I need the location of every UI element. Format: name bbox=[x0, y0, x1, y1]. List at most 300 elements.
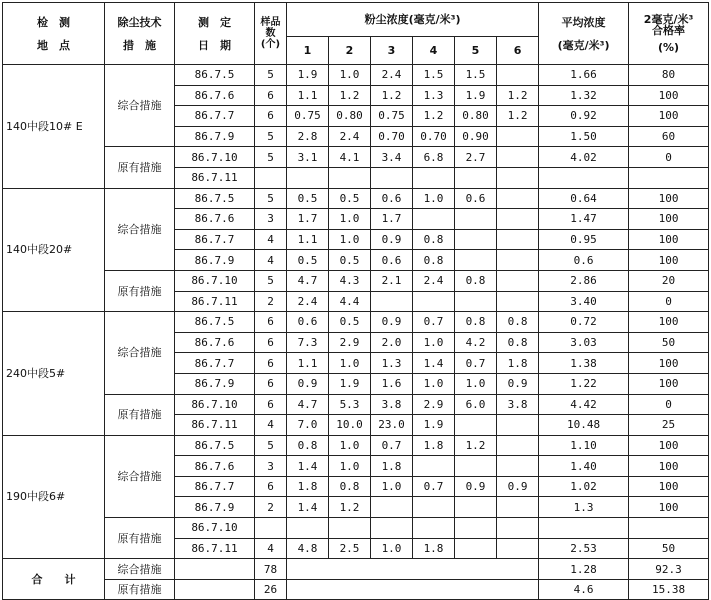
pass-rate-cell: 100 bbox=[629, 85, 709, 106]
concentration-cell: 0.80 bbox=[329, 106, 371, 127]
pass-rate-cell: 100 bbox=[629, 106, 709, 127]
concentration-cell: 1.2 bbox=[371, 85, 413, 106]
pass-rate-cell: 100 bbox=[629, 229, 709, 250]
concentration-cell bbox=[413, 456, 455, 477]
pass-rate-cell: 92.3 bbox=[629, 559, 709, 580]
header-average bbox=[539, 3, 629, 65]
concentration-cell bbox=[497, 167, 539, 188]
samples-cell: 6 bbox=[255, 85, 287, 106]
pass-rate-cell: 80 bbox=[629, 65, 709, 86]
concentration-cell: 1.7 bbox=[371, 209, 413, 230]
concentration-cell bbox=[287, 167, 329, 188]
measure-cell: 原有措施 bbox=[105, 147, 175, 188]
samples-cell: 5 bbox=[255, 147, 287, 168]
concentration-cell: 1.0 bbox=[413, 188, 455, 209]
date-cell: 86.7.10 bbox=[175, 394, 255, 415]
concentration-cell: 3.8 bbox=[497, 394, 539, 415]
average-cell: 1.10 bbox=[539, 435, 629, 456]
concentration-cell: 0.9 bbox=[497, 476, 539, 497]
measure-cell: 原有措施 bbox=[105, 579, 175, 600]
date-cell: 86.7.5 bbox=[175, 435, 255, 456]
concentration-cell bbox=[455, 456, 497, 477]
header-measure-line2: 措 施 bbox=[123, 38, 156, 52]
header-location-line2: 地 点 bbox=[37, 38, 70, 52]
header-measure bbox=[105, 3, 175, 65]
concentration-cell bbox=[455, 518, 497, 539]
date-cell: 86.7.9 bbox=[175, 250, 255, 271]
concentration-cell: 4.8 bbox=[287, 538, 329, 559]
average-cell: 1.22 bbox=[539, 373, 629, 394]
concentration-cell bbox=[455, 415, 497, 436]
concentration-cell: 1.8 bbox=[497, 353, 539, 374]
concentration-cell: 1.1 bbox=[287, 229, 329, 250]
table-row bbox=[3, 518, 709, 539]
samples-cell: 5 bbox=[255, 188, 287, 209]
table-row bbox=[3, 270, 709, 291]
average-cell: 1.47 bbox=[539, 209, 629, 230]
samples-cell: 5 bbox=[255, 270, 287, 291]
concentration-cell bbox=[497, 456, 539, 477]
concentration-cell: 0.8 bbox=[413, 229, 455, 250]
concentration-cell: 4.4 bbox=[329, 291, 371, 312]
pass-rate-cell: 0 bbox=[629, 147, 709, 168]
concentration-cell: 1.9 bbox=[287, 65, 329, 86]
average-cell: 1.32 bbox=[539, 85, 629, 106]
samples-cell: 4 bbox=[255, 250, 287, 271]
pass-rate-cell: 100 bbox=[629, 312, 709, 333]
concentration-cell: 2.4 bbox=[287, 291, 329, 312]
concentration-cell: 0.6 bbox=[371, 250, 413, 271]
header-date bbox=[175, 3, 255, 65]
pass-rate-cell: 100 bbox=[629, 373, 709, 394]
average-cell: 1.3 bbox=[539, 497, 629, 518]
measure-cell: 综合措施 bbox=[105, 559, 175, 580]
pass-rate-cell: 20 bbox=[629, 270, 709, 291]
concentration-cell bbox=[413, 209, 455, 230]
concentration-cell: 4.1 bbox=[329, 147, 371, 168]
header-average-line2: (毫克/米³) bbox=[557, 38, 610, 52]
header-col-6: 6 bbox=[497, 37, 539, 65]
concentration-cell: 2.5 bbox=[329, 538, 371, 559]
pass-rate-cell: 15.38 bbox=[629, 579, 709, 600]
pass-rate-cell: 25 bbox=[629, 415, 709, 436]
samples-cell: 6 bbox=[255, 476, 287, 497]
concentration-cell bbox=[497, 147, 539, 168]
concentration-cell: 1.7 bbox=[287, 209, 329, 230]
concentration-cell bbox=[287, 518, 329, 539]
header-col-5: 5 bbox=[455, 37, 497, 65]
concentration-cell: 1.9 bbox=[455, 85, 497, 106]
concentration-cell bbox=[455, 497, 497, 518]
pass-rate-cell: 0 bbox=[629, 291, 709, 312]
measure-cell: 综合措施 bbox=[105, 65, 175, 147]
concentration-cell bbox=[497, 415, 539, 436]
date-cell: 86.7.9 bbox=[175, 497, 255, 518]
average-cell: 4.6 bbox=[539, 579, 629, 600]
pass-rate-cell: 60 bbox=[629, 126, 709, 147]
samples-cell: 5 bbox=[255, 126, 287, 147]
samples-cell: 2 bbox=[255, 291, 287, 312]
concentration-cell: 1.2 bbox=[329, 85, 371, 106]
concentration-cell: 1.4 bbox=[287, 497, 329, 518]
date-cell: 86.7.11 bbox=[175, 291, 255, 312]
pass-rate-cell: 50 bbox=[629, 332, 709, 353]
concentration-cell: 1.2 bbox=[455, 435, 497, 456]
concentration-cell bbox=[329, 518, 371, 539]
total-row bbox=[3, 559, 709, 580]
concentration-cell bbox=[497, 291, 539, 312]
samples-cell: 4 bbox=[255, 415, 287, 436]
concentration-cell bbox=[497, 518, 539, 539]
samples-cell: 2 bbox=[255, 497, 287, 518]
concentration-cell: 0.9 bbox=[497, 373, 539, 394]
location-cell: 190中段6# bbox=[3, 435, 105, 559]
concentration-cell: 0.8 bbox=[329, 476, 371, 497]
date-cell bbox=[175, 559, 255, 580]
date-cell: 86.7.6 bbox=[175, 332, 255, 353]
concentration-cell: 0.5 bbox=[287, 250, 329, 271]
concentration-cell: 5.3 bbox=[329, 394, 371, 415]
concentration-cell: 0.7 bbox=[371, 435, 413, 456]
location-cell: 140中段10# E bbox=[3, 65, 105, 189]
average-cell: 1.50 bbox=[539, 126, 629, 147]
pass-rate-cell: 100 bbox=[629, 209, 709, 230]
dust-concentration-table bbox=[2, 2, 709, 600]
header-col-4: 4 bbox=[413, 37, 455, 65]
concentration-cell: 6.0 bbox=[455, 394, 497, 415]
concentration-cell bbox=[455, 229, 497, 250]
header-concentration: 粉尘浓度(毫克/米³) bbox=[287, 3, 539, 37]
concentration-cell: 1.3 bbox=[413, 85, 455, 106]
concentration-cell bbox=[455, 167, 497, 188]
concentration-cell: 0.5 bbox=[329, 188, 371, 209]
average-cell: 0.6 bbox=[539, 250, 629, 271]
header-pass-line1: 2毫克/米³ bbox=[643, 13, 694, 26]
concentration-cell: 1.0 bbox=[371, 538, 413, 559]
concentration-cell: 1.2 bbox=[413, 106, 455, 127]
samples-cell: 6 bbox=[255, 312, 287, 333]
date-cell: 86.7.5 bbox=[175, 312, 255, 333]
header-samples bbox=[255, 3, 287, 65]
samples-cell: 6 bbox=[255, 373, 287, 394]
concentration-cell bbox=[413, 497, 455, 518]
average-cell: 2.53 bbox=[539, 538, 629, 559]
concentration-cell: 0.8 bbox=[497, 312, 539, 333]
concentration-cell: 0.9 bbox=[287, 373, 329, 394]
average-cell: 4.02 bbox=[539, 147, 629, 168]
concentration-blank-cell bbox=[287, 579, 539, 600]
table-row bbox=[3, 394, 709, 415]
concentration-cell: 0.75 bbox=[287, 106, 329, 127]
concentration-cell: 0.8 bbox=[413, 250, 455, 271]
date-cell: 86.7.10 bbox=[175, 147, 255, 168]
measure-cell: 综合措施 bbox=[105, 188, 175, 270]
concentration-cell: 0.90 bbox=[455, 126, 497, 147]
concentration-cell: 1.0 bbox=[329, 229, 371, 250]
average-cell: 3.03 bbox=[539, 332, 629, 353]
average-cell: 3.40 bbox=[539, 291, 629, 312]
concentration-cell: 2.9 bbox=[413, 394, 455, 415]
average-cell: 4.42 bbox=[539, 394, 629, 415]
date-cell bbox=[175, 579, 255, 600]
pass-rate-cell: 0 bbox=[629, 394, 709, 415]
concentration-cell: 1.8 bbox=[371, 456, 413, 477]
concentration-cell: 1.4 bbox=[287, 456, 329, 477]
concentration-cell bbox=[371, 291, 413, 312]
samples-cell: 5 bbox=[255, 435, 287, 456]
concentration-cell: 10.0 bbox=[329, 415, 371, 436]
concentration-cell bbox=[371, 497, 413, 518]
average-cell: 0.92 bbox=[539, 106, 629, 127]
concentration-cell: 2.8 bbox=[287, 126, 329, 147]
concentration-cell: 6.8 bbox=[413, 147, 455, 168]
concentration-cell: 0.5 bbox=[329, 312, 371, 333]
measure-cell: 原有措施 bbox=[105, 394, 175, 435]
average-cell bbox=[539, 518, 629, 539]
concentration-cell bbox=[413, 167, 455, 188]
table-body bbox=[3, 65, 709, 600]
concentration-cell: 1.2 bbox=[497, 85, 539, 106]
concentration-cell: 1.9 bbox=[413, 415, 455, 436]
concentration-cell bbox=[455, 538, 497, 559]
header-date-line1: 测 定 bbox=[198, 15, 231, 29]
concentration-cell: 4.2 bbox=[455, 332, 497, 353]
concentration-cell: 1.0 bbox=[413, 373, 455, 394]
date-cell: 86.7.11 bbox=[175, 415, 255, 436]
measure-cell: 综合措施 bbox=[105, 435, 175, 517]
header-location bbox=[3, 3, 105, 65]
date-cell: 86.7.6 bbox=[175, 85, 255, 106]
concentration-cell: 7.3 bbox=[287, 332, 329, 353]
samples-cell: 5 bbox=[255, 65, 287, 86]
concentration-cell: 2.4 bbox=[329, 126, 371, 147]
concentration-cell: 1.6 bbox=[371, 373, 413, 394]
concentration-cell: 0.7 bbox=[413, 312, 455, 333]
date-cell: 86.7.5 bbox=[175, 188, 255, 209]
concentration-cell bbox=[497, 209, 539, 230]
concentration-cell bbox=[497, 435, 539, 456]
average-cell bbox=[539, 167, 629, 188]
concentration-cell: 0.9 bbox=[371, 312, 413, 333]
concentration-cell: 0.6 bbox=[287, 312, 329, 333]
date-cell: 86.7.5 bbox=[175, 65, 255, 86]
concentration-cell: 23.0 bbox=[371, 415, 413, 436]
pass-rate-cell: 100 bbox=[629, 476, 709, 497]
samples-cell: 6 bbox=[255, 394, 287, 415]
concentration-cell: 1.2 bbox=[329, 497, 371, 518]
measure-cell: 综合措施 bbox=[105, 312, 175, 394]
pass-rate-cell bbox=[629, 518, 709, 539]
header-col-2: 2 bbox=[329, 37, 371, 65]
concentration-cell: 1.0 bbox=[413, 332, 455, 353]
concentration-cell: 0.70 bbox=[413, 126, 455, 147]
concentration-cell: 0.7 bbox=[455, 353, 497, 374]
date-cell: 86.7.6 bbox=[175, 209, 255, 230]
average-cell: 2.86 bbox=[539, 270, 629, 291]
concentration-cell: 4.7 bbox=[287, 394, 329, 415]
concentration-cell: 1.0 bbox=[329, 456, 371, 477]
concentration-cell: 1.4 bbox=[413, 353, 455, 374]
concentration-cell: 1.0 bbox=[455, 373, 497, 394]
samples-cell bbox=[255, 518, 287, 539]
date-cell: 86.7.7 bbox=[175, 476, 255, 497]
concentration-cell: 2.4 bbox=[371, 65, 413, 86]
concentration-cell: 1.0 bbox=[329, 435, 371, 456]
concentration-cell: 2.4 bbox=[413, 270, 455, 291]
concentration-cell: 0.6 bbox=[371, 188, 413, 209]
location-cell: 240中段5# bbox=[3, 312, 105, 436]
samples-cell: 4 bbox=[255, 229, 287, 250]
date-cell: 86.7.9 bbox=[175, 373, 255, 394]
average-cell: 1.40 bbox=[539, 456, 629, 477]
pass-rate-cell bbox=[629, 167, 709, 188]
concentration-cell bbox=[497, 188, 539, 209]
concentration-cell bbox=[413, 291, 455, 312]
concentration-cell: 1.8 bbox=[413, 435, 455, 456]
header-date-line2: 日 期 bbox=[198, 38, 231, 52]
average-cell: 0.64 bbox=[539, 188, 629, 209]
header-col-1: 1 bbox=[287, 37, 329, 65]
header-samples-text: 样品数(个) bbox=[260, 17, 281, 50]
header-average-line1: 平均浓度 bbox=[561, 15, 606, 29]
header-pass-line2: 合格率 bbox=[652, 24, 686, 37]
concentration-cell: 1.0 bbox=[329, 353, 371, 374]
concentration-cell: 3.8 bbox=[371, 394, 413, 415]
concentration-cell bbox=[497, 270, 539, 291]
pass-rate-cell: 100 bbox=[629, 435, 709, 456]
pass-rate-cell: 100 bbox=[629, 188, 709, 209]
concentration-cell: 4.7 bbox=[287, 270, 329, 291]
concentration-cell bbox=[497, 497, 539, 518]
header-col-3: 3 bbox=[371, 37, 413, 65]
concentration-cell: 2.7 bbox=[455, 147, 497, 168]
average-cell: 1.38 bbox=[539, 353, 629, 374]
date-cell: 86.7.7 bbox=[175, 353, 255, 374]
concentration-cell: 0.5 bbox=[329, 250, 371, 271]
concentration-cell: 1.1 bbox=[287, 353, 329, 374]
concentration-cell: 0.75 bbox=[371, 106, 413, 127]
concentration-cell: 4.3 bbox=[329, 270, 371, 291]
concentration-cell bbox=[497, 229, 539, 250]
concentration-cell: 0.9 bbox=[455, 476, 497, 497]
table-row bbox=[3, 65, 709, 86]
average-cell: 1.02 bbox=[539, 476, 629, 497]
samples-cell: 6 bbox=[255, 332, 287, 353]
average-cell: 10.48 bbox=[539, 415, 629, 436]
samples-cell: 6 bbox=[255, 106, 287, 127]
samples-cell: 3 bbox=[255, 209, 287, 230]
concentration-cell: 1.8 bbox=[287, 476, 329, 497]
concentration-cell bbox=[371, 167, 413, 188]
concentration-cell: 0.6 bbox=[455, 188, 497, 209]
concentration-cell: 1.9 bbox=[329, 373, 371, 394]
samples-cell: 6 bbox=[255, 353, 287, 374]
concentration-cell bbox=[497, 65, 539, 86]
samples-cell: 3 bbox=[255, 456, 287, 477]
concentration-cell bbox=[455, 250, 497, 271]
pass-rate-cell: 100 bbox=[629, 250, 709, 271]
concentration-cell: 0.8 bbox=[497, 332, 539, 353]
concentration-blank-cell bbox=[287, 559, 539, 580]
concentration-cell bbox=[497, 538, 539, 559]
concentration-cell: 1.8 bbox=[413, 538, 455, 559]
table-row bbox=[3, 147, 709, 168]
concentration-cell: 1.0 bbox=[329, 65, 371, 86]
concentration-cell: 0.80 bbox=[455, 106, 497, 127]
location-cell: 140中段20# bbox=[3, 188, 105, 312]
concentration-cell bbox=[497, 126, 539, 147]
date-cell: 86.7.7 bbox=[175, 229, 255, 250]
measure-cell: 原有措施 bbox=[105, 270, 175, 311]
average-cell: 1.66 bbox=[539, 65, 629, 86]
total-label-cell: 合 计 bbox=[3, 559, 105, 600]
concentration-cell: 1.5 bbox=[413, 65, 455, 86]
pass-rate-cell: 100 bbox=[629, 497, 709, 518]
samples-cell bbox=[255, 167, 287, 188]
table-header bbox=[3, 3, 709, 65]
average-cell: 0.95 bbox=[539, 229, 629, 250]
concentration-cell: 7.0 bbox=[287, 415, 329, 436]
concentration-cell: 1.1 bbox=[287, 85, 329, 106]
samples-cell: 4 bbox=[255, 538, 287, 559]
concentration-cell bbox=[329, 167, 371, 188]
concentration-cell bbox=[455, 291, 497, 312]
date-cell: 86.7.10 bbox=[175, 518, 255, 539]
samples-cell: 78 bbox=[255, 559, 287, 580]
date-cell: 86.7.9 bbox=[175, 126, 255, 147]
concentration-cell: 1.0 bbox=[329, 209, 371, 230]
concentration-cell: 0.7 bbox=[413, 476, 455, 497]
concentration-cell bbox=[413, 518, 455, 539]
concentration-cell: 1.0 bbox=[371, 476, 413, 497]
header-measure-line1: 除尘技术 bbox=[117, 15, 162, 29]
concentration-cell: 0.9 bbox=[371, 229, 413, 250]
concentration-cell: 1.5 bbox=[455, 65, 497, 86]
concentration-cell bbox=[455, 209, 497, 230]
concentration-cell: 0.8 bbox=[455, 312, 497, 333]
concentration-cell: 0.5 bbox=[287, 188, 329, 209]
header-pass-rate bbox=[629, 3, 709, 65]
concentration-cell: 0.70 bbox=[371, 126, 413, 147]
pass-rate-cell: 100 bbox=[629, 353, 709, 374]
pass-rate-cell: 50 bbox=[629, 538, 709, 559]
measure-cell: 原有措施 bbox=[105, 518, 175, 559]
concentration-cell: 0.8 bbox=[287, 435, 329, 456]
concentration-cell: 2.1 bbox=[371, 270, 413, 291]
concentration-cell bbox=[371, 518, 413, 539]
concentration-cell: 2.0 bbox=[371, 332, 413, 353]
concentration-cell: 3.1 bbox=[287, 147, 329, 168]
concentration-cell: 1.3 bbox=[371, 353, 413, 374]
concentration-cell: 0.8 bbox=[455, 270, 497, 291]
table-row bbox=[3, 188, 709, 209]
date-cell: 86.7.11 bbox=[175, 167, 255, 188]
date-cell: 86.7.7 bbox=[175, 106, 255, 127]
date-cell: 86.7.10 bbox=[175, 270, 255, 291]
table-row bbox=[3, 312, 709, 333]
concentration-cell bbox=[497, 250, 539, 271]
pass-rate-cell: 100 bbox=[629, 456, 709, 477]
concentration-cell: 1.2 bbox=[497, 106, 539, 127]
table-row bbox=[3, 435, 709, 456]
header-pass-line3: (%) bbox=[658, 41, 680, 54]
date-cell: 86.7.11 bbox=[175, 538, 255, 559]
concentration-cell: 3.4 bbox=[371, 147, 413, 168]
average-cell: 1.28 bbox=[539, 559, 629, 580]
concentration-cell: 2.9 bbox=[329, 332, 371, 353]
total-row bbox=[3, 579, 709, 600]
header-location-line1: 检 测 bbox=[37, 15, 70, 29]
